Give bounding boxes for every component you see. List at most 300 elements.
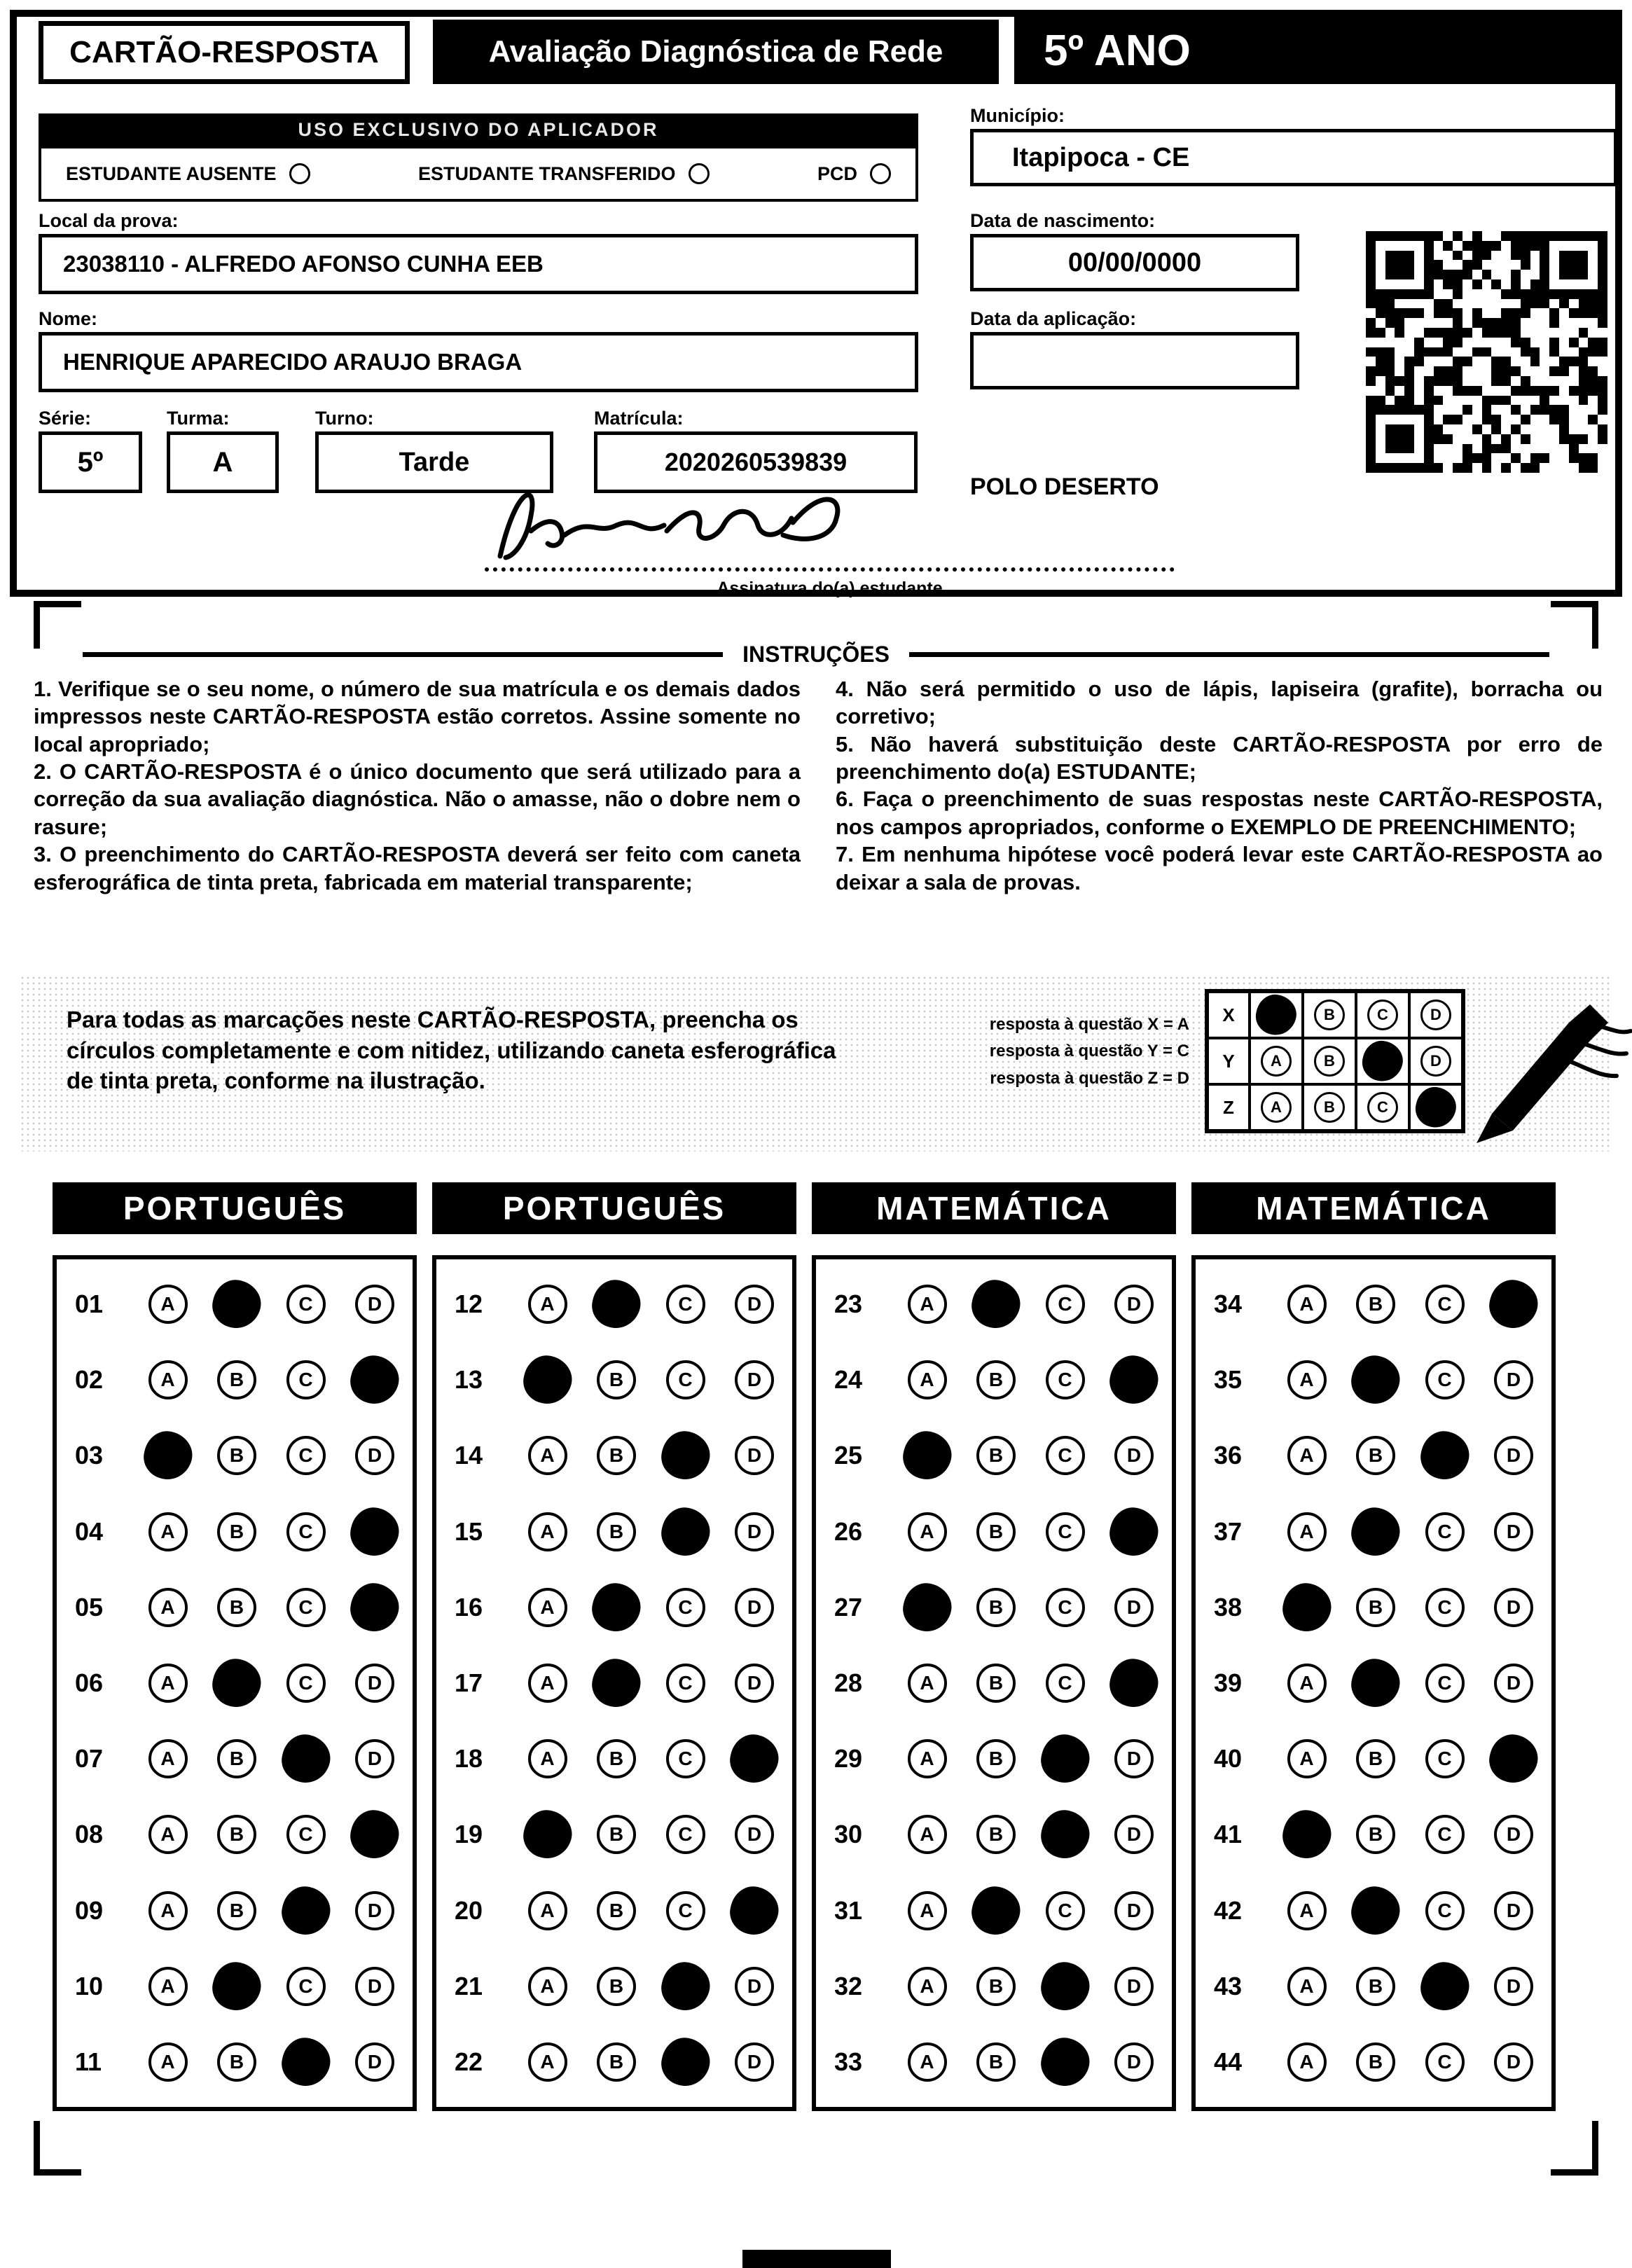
answer-bubble-a[interactable]: A [1287, 1967, 1327, 2006]
qr-module [1540, 444, 1549, 454]
answer-bubble-b[interactable]: B [1356, 1436, 1395, 1475]
example-cell [1356, 1038, 1409, 1084]
answer-bubble-c[interactable]: C [286, 1436, 326, 1475]
answer-bubble-a[interactable] [518, 1351, 576, 1409]
answer-bubble-b[interactable] [208, 1275, 266, 1334]
answer-bubble-d[interactable]: D [1114, 1815, 1154, 1854]
answer-bubble-d[interactable] [346, 1578, 404, 1636]
answer-bubble-a[interactable]: A [908, 1512, 947, 1551]
qr-module [1501, 453, 1511, 463]
qr-module [1443, 231, 1453, 241]
qr-module [1376, 444, 1385, 454]
question-row [455, 1436, 774, 1475]
example-bubble-c: C [1367, 1000, 1398, 1030]
answer-bubble-a[interactable]: A [1287, 1360, 1327, 1399]
answer-bubble-d[interactable]: D [1494, 1360, 1533, 1399]
qr-module [1366, 366, 1376, 376]
answer-bubble-c[interactable] [656, 2033, 714, 2091]
qr-module [1453, 251, 1462, 261]
answer-bubble-a[interactable] [518, 1806, 576, 1864]
qr-module [1501, 308, 1511, 318]
answer-bubble-d[interactable]: D [1114, 1285, 1154, 1324]
answer-bubble-a[interactable]: A [148, 1739, 188, 1778]
answer-bubble-c[interactable]: C [1046, 1891, 1085, 1930]
answer-bubble-a[interactable] [1278, 1578, 1336, 1636]
qr-module [1569, 405, 1579, 415]
qr-module [1462, 376, 1472, 386]
qr-module [1472, 453, 1482, 463]
answer-bubble-b[interactable]: B [976, 2042, 1016, 2082]
answer-bubble-d[interactable]: D [735, 1664, 774, 1703]
polo-text: POLO DESERTO [970, 473, 1159, 500]
answer-bubble-c[interactable]: C [666, 1739, 705, 1778]
answer-bubble-a[interactable]: A [528, 1664, 567, 1703]
answer-bubble-b[interactable]: B [1356, 1967, 1395, 2006]
qr-module [1588, 279, 1598, 289]
qr-module [1472, 231, 1482, 241]
qr-module [1491, 424, 1501, 434]
answer-bubble-d[interactable]: D [355, 1891, 394, 1930]
qr-module [1404, 415, 1414, 424]
answer-bubble-a[interactable]: A [528, 1967, 567, 2006]
qr-module [1453, 463, 1462, 473]
qr-module [1579, 231, 1589, 241]
answer-bubble-b[interactable] [1347, 1881, 1405, 1939]
answer-bubble-d[interactable]: D [355, 1967, 394, 2006]
answer-bubble-c[interactable]: C [1425, 1891, 1465, 1930]
example-cell [1303, 1084, 1356, 1130]
qr-module [1482, 279, 1492, 289]
answer-bubble-d[interactable] [1485, 1275, 1543, 1334]
answer-bubble-c[interactable]: C [286, 1967, 326, 2006]
answer-bubble-b[interactable] [1347, 1502, 1405, 1561]
answer-bubble-c[interactable]: C [666, 1664, 705, 1703]
answer-bubble-c[interactable]: C [666, 1588, 705, 1627]
answer-bubble-d[interactable]: D [1114, 1891, 1154, 1930]
answer-bubble-c[interactable] [656, 1957, 714, 2015]
data-nascimento-label: Data de nascimento: [970, 210, 1156, 231]
qr-module [1453, 405, 1462, 415]
answer-bubble-b[interactable]: B [217, 1815, 256, 1854]
answer-bubble-b[interactable]: B [976, 1739, 1016, 1778]
answer-bubble-b[interactable]: B [976, 1664, 1016, 1703]
qr-module [1559, 231, 1569, 241]
qr-module [1482, 299, 1492, 309]
answer-bubble-b[interactable] [1347, 1351, 1405, 1409]
answer-bubble-d[interactable] [346, 1806, 404, 1864]
qr-module [1453, 376, 1462, 386]
qr-module [1598, 328, 1607, 338]
answer-bubble-b[interactable]: B [597, 1512, 636, 1551]
answer-bubble-b[interactable]: B [217, 1891, 256, 1930]
applicator-option-circle[interactable] [689, 163, 710, 184]
answer-bubble-a[interactable]: A [148, 1588, 188, 1627]
qr-module [1482, 270, 1492, 279]
answer-bubble-d[interactable]: D [1494, 1815, 1533, 1854]
qr-module [1434, 279, 1444, 289]
example-cell [1356, 1084, 1409, 1130]
answer-bubble-d[interactable]: D [355, 1664, 394, 1703]
answer-bubble-b[interactable]: B [597, 1967, 636, 2006]
answer-bubble-d[interactable]: D [735, 1967, 774, 2006]
answer-bubble-d[interactable] [1485, 1730, 1543, 1788]
answer-bubble-a[interactable]: A [1287, 1285, 1327, 1324]
qr-module [1491, 415, 1501, 424]
answer-bubble-a[interactable] [898, 1427, 956, 1485]
qr-module [1491, 386, 1501, 396]
answer-bubble-a[interactable]: A [1287, 2042, 1327, 2082]
qr-module [1482, 347, 1492, 357]
qr-module [1579, 415, 1589, 424]
question-row [455, 1815, 774, 1854]
qr-module [1588, 396, 1598, 406]
answer-column [53, 1182, 417, 2111]
qr-module [1443, 241, 1453, 251]
answer-bubble-a[interactable] [898, 1578, 956, 1636]
qr-module [1453, 231, 1462, 241]
question-number: 16 [455, 1592, 483, 1622]
answer-bubble-c[interactable] [277, 1881, 335, 1939]
answer-bubble-c[interactable] [1036, 1730, 1094, 1788]
qr-module [1366, 347, 1376, 357]
answer-bubble-d[interactable] [346, 1502, 404, 1561]
answer-bubble-a[interactable]: A [908, 1815, 947, 1854]
answer-bubble-a[interactable]: A [908, 2042, 947, 2082]
answer-bubble-c[interactable]: C [666, 1285, 705, 1324]
answer-bubble-a[interactable] [139, 1427, 197, 1485]
answer-bubble-b[interactable]: B [597, 2042, 636, 2082]
answer-bubble-c[interactable]: C [286, 1512, 326, 1551]
answer-bubble-a[interactable]: A [148, 2042, 188, 2082]
qr-module [1579, 396, 1589, 406]
qr-module [1530, 289, 1540, 299]
answer-bubble-b[interactable]: B [217, 1588, 256, 1627]
qr-module [1579, 338, 1589, 347]
answer-bubble-c[interactable]: C [286, 1360, 326, 1399]
answer-bubble-b[interactable] [588, 1654, 646, 1713]
answer-bubble-d[interactable]: D [1114, 1967, 1154, 2006]
qr-module [1511, 318, 1521, 328]
qr-module [1395, 299, 1404, 309]
answer-bubble-a[interactable]: A [908, 1285, 947, 1324]
qr-module [1559, 279, 1569, 289]
answer-bubble-d[interactable]: D [1114, 1588, 1154, 1627]
answer-bubble-c[interactable]: C [666, 1815, 705, 1854]
answer-bubble-c[interactable] [1036, 2033, 1094, 2091]
answer-bubble-a[interactable]: A [148, 1360, 188, 1399]
answer-bubble-c[interactable] [656, 1427, 714, 1485]
qr-module [1424, 279, 1434, 289]
answer-bubble-b[interactable]: B [976, 1815, 1016, 1854]
answer-bubble-b[interactable]: B [976, 1512, 1016, 1551]
answer-bubble-a[interactable]: A [1287, 1436, 1327, 1475]
qr-module [1482, 453, 1492, 463]
answer-bubble-d[interactable]: D [355, 1436, 394, 1475]
answer-bubble-a[interactable] [1278, 1806, 1336, 1864]
answer-bubble-d[interactable]: D [735, 2042, 774, 2082]
qr-module [1395, 241, 1404, 251]
qr-module [1395, 231, 1404, 241]
answer-bubble-c[interactable]: C [666, 1360, 705, 1399]
answer-bubble-c[interactable]: C [1046, 1360, 1085, 1399]
qr-module [1598, 366, 1607, 376]
qr-module [1424, 444, 1434, 454]
answer-bubble-a[interactable]: A [528, 1739, 567, 1778]
qr-module [1559, 270, 1569, 279]
answer-bubble-a[interactable]: A [148, 1815, 188, 1854]
answer-bubble-c[interactable]: C [1425, 1815, 1465, 1854]
answer-bubble-c[interactable]: C [1425, 1739, 1465, 1778]
qr-module [1569, 328, 1579, 338]
answer-bubble-d[interactable]: D [735, 1285, 774, 1324]
answer-bubble-d[interactable]: D [735, 1436, 774, 1475]
answer-bubble-a[interactable]: A [908, 1739, 947, 1778]
answer-bubble-c[interactable] [1036, 1806, 1094, 1864]
qr-module [1549, 444, 1559, 454]
qr-module [1395, 357, 1404, 366]
answer-bubble-c[interactable]: C [1046, 1285, 1085, 1324]
answer-bubble-a[interactable]: A [148, 1285, 188, 1324]
answer-bubble-b[interactable] [588, 1275, 646, 1334]
answer-bubble-c[interactable]: C [1425, 1588, 1465, 1627]
answer-bubble-d[interactable]: D [1494, 1588, 1533, 1627]
answer-bubble-c[interactable]: C [286, 1588, 326, 1627]
answer-bubble-d[interactable]: D [1494, 1436, 1533, 1475]
qr-module [1472, 279, 1482, 289]
qr-module [1472, 366, 1482, 376]
answer-bubble-b[interactable] [588, 1578, 646, 1636]
qr-module [1385, 366, 1395, 376]
answer-bubble-a[interactable]: A [1287, 1664, 1327, 1703]
example-row-label [1208, 1038, 1250, 1084]
qr-module [1569, 357, 1579, 366]
qr-module [1462, 241, 1472, 251]
answer-bubble-d[interactable] [1105, 1502, 1163, 1561]
answer-bubble-d[interactable] [346, 1351, 404, 1409]
qr-module [1501, 338, 1511, 347]
answer-bubble-a[interactable]: A [528, 1588, 567, 1627]
qr-module [1559, 434, 1569, 444]
answer-bubble-c[interactable]: C [1425, 1360, 1465, 1399]
answer-bubble-c[interactable] [277, 1730, 335, 1788]
answer-bubble-a[interactable]: A [908, 1664, 947, 1703]
qr-module [1588, 338, 1598, 347]
answer-bubble-a[interactable]: A [528, 1512, 567, 1551]
qr-module [1462, 463, 1472, 473]
signature-line[interactable] [485, 518, 1175, 572]
question-number: 41 [1214, 1820, 1243, 1849]
answer-bubble-b[interactable]: B [597, 1891, 636, 1930]
answer-bubble-c[interactable] [1416, 1427, 1474, 1485]
qr-module [1376, 415, 1385, 424]
answer-bubble-c[interactable]: C [1425, 1664, 1465, 1703]
answer-bubble-a[interactable]: A [528, 1436, 567, 1475]
qr-module [1443, 396, 1453, 406]
qr-module [1501, 405, 1511, 415]
qr-module [1579, 366, 1589, 376]
answer-bubble-b[interactable]: B [976, 1436, 1016, 1475]
qr-module [1404, 279, 1414, 289]
qr-module [1462, 434, 1472, 444]
answer-bubble-d[interactable]: D [355, 1739, 394, 1778]
applicator-option-label: ESTUDANTE TRANSFERIDO [418, 163, 676, 184]
answer-bubble-d[interactable] [726, 1730, 784, 1788]
answer-bubble-d[interactable]: D [735, 1512, 774, 1551]
answer-bubble-d[interactable]: D [735, 1588, 774, 1627]
answer-bubble-b[interactable] [208, 1654, 266, 1713]
qr-module [1376, 299, 1385, 309]
question-row [1214, 1360, 1533, 1399]
answer-bubble-b[interactable]: B [217, 2042, 256, 2082]
qr-module [1579, 251, 1589, 261]
answer-bubble-a[interactable]: A [528, 1285, 567, 1324]
answer-bubble-c[interactable]: C [1046, 1436, 1085, 1475]
question-row [75, 1967, 394, 2006]
question-row [455, 1664, 774, 1703]
answer-bubble-c[interactable]: C [1046, 1588, 1085, 1627]
qr-module [1414, 424, 1424, 434]
answer-bubble-b[interactable] [208, 1957, 266, 2015]
answer-bubble-c[interactable]: C [1425, 1512, 1465, 1551]
example-cell [1250, 1084, 1303, 1130]
qr-module [1385, 231, 1395, 241]
answer-bubble-a[interactable]: A [148, 1967, 188, 2006]
answer-bubble-b[interactable] [1347, 1654, 1405, 1713]
answer-bubble-d[interactable]: D [1494, 2042, 1533, 2082]
answer-bubble-a[interactable]: A [148, 1891, 188, 1930]
answer-bubble-d[interactable]: D [355, 1285, 394, 1324]
qr-module [1434, 396, 1444, 406]
qr-module [1443, 251, 1453, 261]
qr-module [1482, 366, 1492, 376]
answer-bubble-a[interactable]: A [908, 1360, 947, 1399]
answer-bubble-a[interactable]: A [148, 1664, 188, 1703]
qr-module [1366, 318, 1376, 328]
answer-bubble-d[interactable]: D [1494, 1891, 1533, 1930]
qr-module [1376, 251, 1385, 261]
answer-bubble-b[interactable] [967, 1881, 1025, 1939]
answer-bubble-d[interactable]: D [1114, 2042, 1154, 2082]
answer-bubble-c[interactable] [1416, 1957, 1474, 2015]
answer-bubble-b[interactable]: B [1356, 1285, 1395, 1324]
qr-module [1482, 386, 1492, 396]
question-row [455, 1891, 774, 1930]
qr-module [1443, 289, 1453, 299]
answer-bubble-c[interactable]: C [666, 1891, 705, 1930]
answer-bubble-b[interactable]: B [976, 1967, 1016, 2006]
answer-bubble-d[interactable]: D [1494, 1512, 1533, 1551]
answer-bubble-d[interactable]: D [355, 2042, 394, 2082]
answer-bubble-a[interactable]: A [1287, 1512, 1327, 1551]
answer-bubble-c[interactable]: C [1425, 2042, 1465, 2082]
answer-bubble-c[interactable]: C [1046, 1512, 1085, 1551]
answer-bubble-b[interactable]: B [597, 1739, 636, 1778]
qr-module [1521, 231, 1530, 241]
answer-bubble-c[interactable]: C [1425, 1285, 1465, 1324]
qr-module [1366, 444, 1376, 454]
qr-module [1472, 444, 1482, 454]
nome-value: HENRIQUE APARECIDO ARAUJO BRAGA [39, 332, 918, 392]
answer-bubble-c[interactable]: C [286, 1815, 326, 1854]
question-row [834, 1285, 1154, 1324]
answer-bubble-a[interactable]: A [908, 1891, 947, 1930]
answer-bubble-b[interactable]: B [597, 1360, 636, 1399]
answer-bubble-b[interactable]: B [217, 1739, 256, 1778]
answer-bubble-b[interactable]: B [217, 1512, 256, 1551]
qr-module [1579, 279, 1589, 289]
answer-bubble-b[interactable]: B [1356, 1739, 1395, 1778]
qr-module [1482, 260, 1492, 270]
qr-module [1395, 260, 1404, 270]
answer-bubble-a[interactable]: A [528, 2042, 567, 2082]
answer-bubble-a[interactable]: A [908, 1967, 947, 2006]
qr-module [1443, 308, 1453, 318]
answer-bubble-a[interactable]: A [148, 1512, 188, 1551]
qr-module [1530, 415, 1540, 424]
answer-bubble-d[interactable]: D [1114, 1436, 1154, 1475]
rule-left [83, 652, 723, 657]
qr-module [1366, 299, 1376, 309]
answer-bubble-c[interactable] [1036, 1957, 1094, 2015]
answer-bubble-a[interactable]: A [1287, 1739, 1327, 1778]
answer-bubble-a[interactable]: A [1287, 1891, 1327, 1930]
qr-module [1540, 231, 1549, 241]
answer-bubble-b[interactable]: B [976, 1588, 1016, 1627]
answer-bubble-d[interactable] [726, 1881, 784, 1939]
answer-bubble-b[interactable]: B [1356, 2042, 1395, 2082]
answer-bubble-d[interactable]: D [735, 1815, 774, 1854]
answer-bubble-d[interactable]: D [1114, 1739, 1154, 1778]
answer-bubble-c[interactable] [656, 1502, 714, 1561]
qr-module [1462, 338, 1472, 347]
example-bubble-a [1252, 991, 1300, 1039]
qr-module [1530, 405, 1540, 415]
answer-bubble-d[interactable]: D [735, 1360, 774, 1399]
qr-module [1366, 463, 1376, 473]
answer-bubble-a[interactable]: A [528, 1891, 567, 1930]
answer-bubble-d[interactable]: D [1494, 1967, 1533, 2006]
answer-bubble-d[interactable]: D [1494, 1664, 1533, 1703]
question-number: 07 [75, 1744, 104, 1773]
question-number: 36 [1214, 1441, 1243, 1470]
answer-bubble-b[interactable]: B [1356, 1815, 1395, 1854]
answer-bubble-d[interactable] [1105, 1654, 1163, 1713]
answer-bubble-b[interactable]: B [597, 1815, 636, 1854]
answer-bubble-c[interactable]: C [1046, 1664, 1085, 1703]
answer-bubble-c[interactable]: C [286, 1285, 326, 1324]
answer-bubble-b[interactable] [967, 1275, 1025, 1334]
qr-module [1453, 444, 1462, 454]
qr-module [1482, 424, 1492, 434]
corner-mark-bottom-right [1551, 2121, 1598, 2176]
answer-bubble-b[interactable]: B [217, 1436, 256, 1475]
qr-module [1540, 405, 1549, 415]
question-row [75, 1815, 394, 1854]
qr-module [1521, 279, 1530, 289]
data-aplicacao-value [970, 332, 1299, 389]
answer-bubble-d[interactable] [1105, 1351, 1163, 1409]
answer-bubble-b[interactable]: B [1356, 1588, 1395, 1627]
applicator-option-circle[interactable] [289, 163, 310, 184]
answer-bubble-b[interactable]: B [597, 1436, 636, 1475]
answer-bubble-b[interactable]: B [976, 1360, 1016, 1399]
qr-module [1491, 357, 1501, 366]
answer-bubble-c[interactable] [277, 2033, 335, 2091]
qr-module [1511, 251, 1521, 261]
answer-bubble-c[interactable]: C [286, 1664, 326, 1703]
answer-bubble-b[interactable]: B [217, 1360, 256, 1399]
applicator-option-circle[interactable] [870, 163, 891, 184]
